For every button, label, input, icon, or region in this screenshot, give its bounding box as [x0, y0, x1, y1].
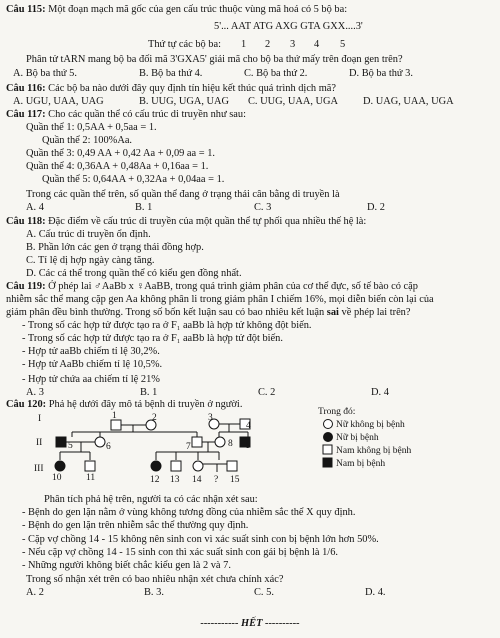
q119-line-1: Câu 119: Ở phép lai ♂AaBb x ♀AaBB, trong quá trình giảm phân của cơ thể đực, số tế bào có cặp: [6, 281, 418, 292]
q120-statement-5: - Những người không biết chắc kiểu gen là 2 và 7.: [22, 560, 231, 571]
q116-stem: Câu 116: Các bộ ba nào dưới đây quy định tín hiệu kết thúc quá trình dịch mã?: [6, 83, 337, 94]
q119-item-5: - Hợp tử chứa aa chiếm tỉ lệ 21%: [22, 374, 160, 385]
individual-11: [85, 461, 95, 471]
q120-statement-3: - Cặp vợ chồng 14 - 15 không nên sinh con vì xác suất sinh con bị bệnh lớn hơn 50%.: [22, 534, 379, 545]
q115-sequence: 5'... AAT ATG AXG GTA GXX....3': [214, 21, 363, 32]
footer-end: ----------- HẾT ----------: [200, 618, 300, 629]
label-1: 1: [112, 411, 117, 421]
label-unknown-child: ?: [214, 475, 219, 485]
gen-label-2: II: [36, 438, 43, 448]
legend-female-healthy-icon: [324, 420, 333, 429]
q115-question: Phân tử tARN mang bộ ba đối mã 3'GXA5' giải mã cho bộ ba thứ mấy trên đoạn gen trên?: [26, 54, 403, 65]
q119-line-3: giảm phân đều bình thường. Trong số bốn kết luận sau có bao nhiêu kết luận sai về phép lai trên?: [6, 307, 411, 318]
q119-item-1: - Trong số các hợp tử được tạo ra ở F₁ aaBb là hợp tử không đột biến.: [22, 320, 312, 331]
q115-stem: Câu 115: Một đoạn mạch mã gốc của gen cấu trúc thuộc vùng mã hoá có 5 bộ ba:: [6, 4, 348, 15]
q120-option-b: B. 3.: [144, 587, 164, 598]
q119-line-2: nhiễm sắc thể mang cặp gen Aa không phân li trong giảm phân I chiếm 16%, mọi diễn biến còn lại của: [6, 294, 434, 305]
label-10: 10: [52, 473, 62, 483]
q117-pop-1: Quần thể 1: 0,5AA + 0,5aa = 1.: [26, 122, 157, 133]
q115-option-d: D. Bộ ba thứ 3.: [349, 68, 413, 79]
gen-label-3: III: [34, 464, 44, 474]
q115-order-5: 5: [340, 39, 346, 50]
q118-option-b: B. Phần lớn các gen ở trạng thái đồng hợp.: [26, 242, 204, 253]
q118-option-c: C. Tỉ lệ dị hợp ngày càng tăng.: [26, 255, 155, 266]
individual-13: [171, 461, 181, 471]
q119-option-a: A. 3: [26, 387, 44, 398]
q120-option-a: A. 2: [26, 587, 44, 598]
q118-stem: Câu 118: Đặc điểm về cấu trúc di truyền của một quần thể tự phối qua nhiều thế hệ là:: [6, 216, 367, 227]
label-4: 4: [246, 421, 251, 431]
q115-order-label: Thứ tự các bộ ba:: [148, 39, 222, 50]
q115-order-4: 4: [314, 39, 320, 50]
q120-option-d: D. 4.: [365, 587, 386, 598]
label-6: 6: [106, 442, 111, 452]
q117-option-b: B. 1: [135, 202, 153, 213]
q119-option-d: D. 4: [371, 387, 389, 398]
q119-option-b: B. 1: [140, 387, 158, 398]
legend-title: Trong đó:: [318, 407, 356, 417]
legend-female-affected: Nữ bị bệnh: [336, 433, 379, 443]
q117-pop-3: Quần thể 3: 0,49 AA + 0,42 Aa + 0,09 aa = 1.: [26, 148, 216, 159]
legend-male-affected-icon: [323, 458, 332, 467]
q117-pop-5: Quần thể 5: 0,64AA + 0,32Aa + 0,04aa = 1.: [42, 174, 225, 185]
individual-14: [193, 461, 203, 471]
q117-option-a: A. 4: [26, 202, 44, 213]
q115-order-3: 3: [290, 39, 296, 50]
q120-statement-4: - Nếu cặp vợ chồng 14 - 15 sinh con thì xác suất sinh con gái bị bệnh là 1/6.: [22, 547, 338, 558]
q120-statement-1: - Bệnh do gen lặn nằm ở vùng không tương đồng của nhiễm sắc thể X quy định.: [22, 507, 356, 518]
q115-order-2: 2: [265, 39, 271, 50]
label-9: 9: [246, 441, 251, 451]
label-13: 13: [170, 475, 180, 485]
legend-female-affected-icon: [324, 433, 333, 442]
individual-6: [95, 437, 105, 447]
label-2: 2: [152, 413, 157, 423]
q117-pop-2: Quần thể 2: 100%Aa.: [42, 135, 133, 146]
legend-male-healthy: Nam không bị bệnh: [336, 446, 412, 456]
label-8: 8: [228, 439, 233, 449]
q115-option-a: A. Bộ ba thứ 5.: [13, 68, 77, 79]
label-14: 14: [192, 475, 202, 485]
q118-option-a: A. Cấu trúc di truyền ổn định.: [26, 229, 151, 240]
q117-option-d: D. 2: [367, 202, 385, 213]
q119-item-4: - Hợp tử AaBb chiếm tỉ lệ 10,5%.: [22, 359, 163, 370]
label-5: 5: [68, 441, 73, 451]
q116-option-d: D. UAG, UAA, UGA: [363, 96, 454, 107]
q116-option-c: C. UUG, UAA, UGA: [248, 96, 339, 107]
q119-item-2: - Trong số các hợp tử được tạo ra ở F₁ aaBb là hợp tử đột biến.: [22, 333, 283, 344]
q120-statement-2: - Bệnh do gen lặn trên nhiễm sắc thể thường quy định.: [22, 520, 249, 531]
q120-intro: Phân tích phả hệ trên, người ta có các nhận xét sau:: [44, 494, 258, 505]
q116-option-a: A. UGU, UAA, UAG: [13, 96, 104, 107]
individual-15: [227, 461, 237, 471]
q115-option-c: C. Bộ ba thứ 2.: [244, 68, 308, 79]
q117-question: Trong các quần thể trên, số quần thể đang ở trạng thái cân bằng di truyền là: [26, 189, 340, 200]
legend-male-healthy-icon: [323, 445, 332, 454]
individual-5: [56, 437, 66, 447]
individual-8: [215, 437, 225, 447]
individual-7: [192, 437, 202, 447]
q117-stem: Câu 117: Cho các quần thể có cấu trúc di truyền như sau:: [6, 109, 246, 120]
q119-item-3: - Hợp tử aaBb chiếm tỉ lệ 30,2%.: [22, 346, 160, 357]
label-12: 12: [150, 475, 160, 485]
q115-option-b: B. Bộ ba thứ 4.: [139, 68, 203, 79]
q120-option-c: C. 5.: [254, 587, 274, 598]
individual-1: [111, 420, 121, 430]
q117-pop-4: Quần thể 4: 0,36AA + 0,48Aa + 0,16aa = 1.: [26, 161, 209, 172]
label-7: 7: [186, 442, 191, 452]
label-3: 3: [208, 413, 213, 423]
q118-option-d: D. Các cá thể trong quần thể có kiểu gen đồng nhất.: [26, 268, 242, 279]
q116-option-b: B. UUG, UGA, UAG: [139, 96, 230, 107]
individual-10: [55, 461, 65, 471]
label-15: 15: [230, 475, 240, 485]
q119-option-c: C. 2: [258, 387, 276, 398]
q117-option-c: C. 3: [254, 202, 272, 213]
gen-label-1: I: [38, 414, 42, 424]
individual-12: [151, 461, 161, 471]
q120-stem: Câu 120: Phả hệ dưới đây mô tả bệnh di truyền ở người.: [6, 399, 243, 410]
legend-male-affected: Nam bị bệnh: [336, 459, 386, 469]
q115-order-1: 1: [241, 39, 247, 50]
legend-female-healthy: Nữ không bị bệnh: [336, 420, 405, 430]
label-11: 11: [86, 473, 96, 483]
q120-question: Trong số nhận xét trên có bao nhiêu nhận xét chưa chính xác?: [26, 574, 284, 585]
